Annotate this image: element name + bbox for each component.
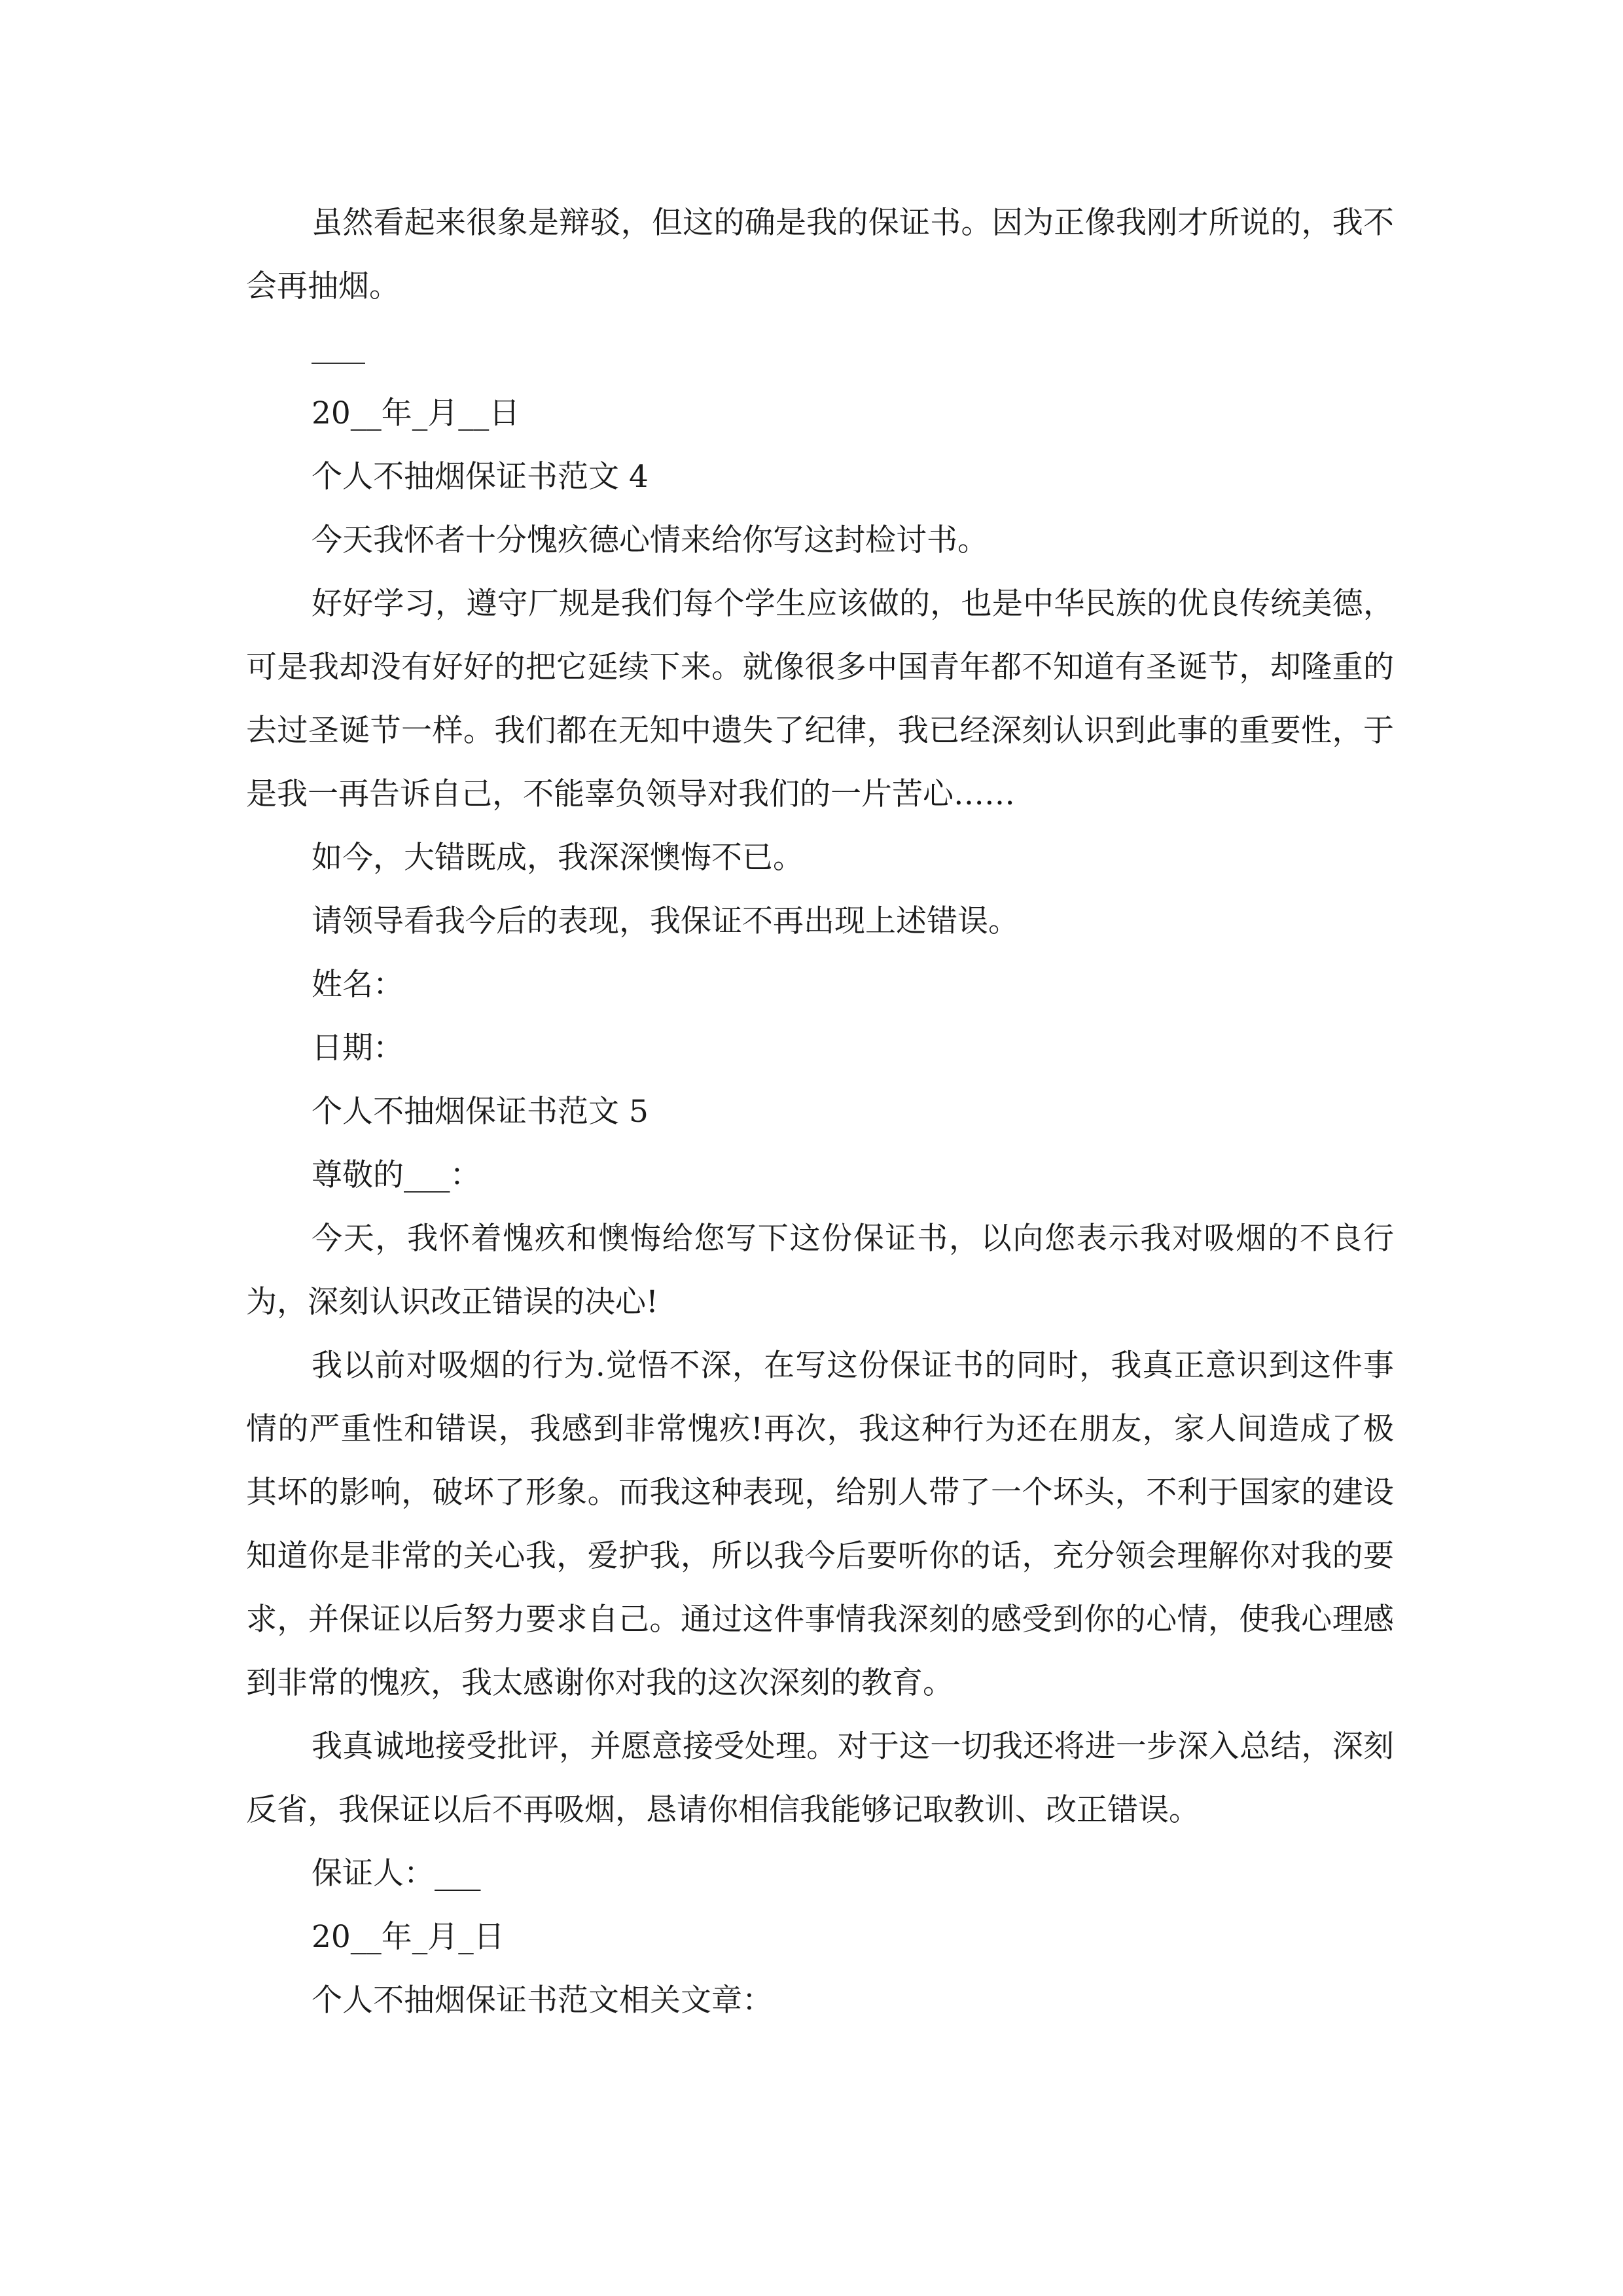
paragraph: 请领导看我今后的表现，我保证不再出现上述错误。 [312, 903, 1019, 939]
date-line-2: 20__年_月_日 [312, 1919, 505, 1955]
name-label: 姓名： [312, 967, 404, 1003]
signature-blank-line [246, 318, 1394, 382]
paragraph: 我以前对吸烟的行为.觉悟不深，在写这份保证书的同时，我真正意识到这件事情的严重性和错误，我感到非常愧疚!再次，我这种行为还在朋友，家人间造成了极其坏的影响，破坏了形象。而我这种表现，给别人带了一个坏头，不利于国家的建设知道你是非常的关心我，爱护我，所以我今后要听你的话，充分领会理解你对我的要求，并保证以后努力要求自己。通过这件事情我深刻的感受到你的心情，使我心理感到非常的愧疚，我太感谢你对我的这次深刻的教育。 [246, 1348, 1394, 1701]
related-articles-heading: 个人不抽烟保证书范文相关文章： [312, 1982, 773, 2018]
salutation: 尊敬的___： [312, 1157, 481, 1193]
document-body [246, 191, 1394, 2032]
paragraph-intro-closing: 虽然看起来很象是辩驳，但这的确是我的保证书。因为正像我刚才所说的，我不会再抽烟。 [246, 205, 1394, 304]
section-title-4: 个人不抽烟保证书范文 4 [312, 459, 649, 495]
guarantor-label: 保证人：___ [312, 1856, 481, 1892]
section-title-5: 个人不抽烟保证书范文 5 [312, 1094, 649, 1130]
date-line-1: 20__年_月__日 [312, 395, 520, 431]
signature-underline [312, 363, 365, 364]
paragraph: 今天，我怀着愧疚和懊悔给您写下这份保证书，以向您表示我对吸烟的不良行为，深刻认识改正错误的决心! [246, 1221, 1394, 1320]
date-label: 日期： [312, 1030, 404, 1066]
paragraph: 如今，大错既成，我深深懊悔不已。 [312, 840, 804, 876]
paragraph: 我真诚地接受批评，并愿意接受处理。对于这一切我还将进一步深入总结，深刻反省，我保证以后不再吸烟，恳请你相信我能够记取教训、改正错误。 [246, 1729, 1394, 1828]
paragraph: 今天我怀者十分愧疚德心情来给你写这封检讨书。 [312, 522, 988, 558]
paragraph: 好好学习，遵守厂规是我们每个学生应该做的，也是中华民族的优良传统美德，可是我却没有好好的把它延续下来。就像很多中国青年都不知道有圣诞节，却隆重的去过圣诞节一样。我们都在无知中遗失了纪律，我已经深刻认识到此事的重要性，于是我一再告诉自己，不能辜负领导对我们的一片苦心…… [246, 586, 1394, 812]
